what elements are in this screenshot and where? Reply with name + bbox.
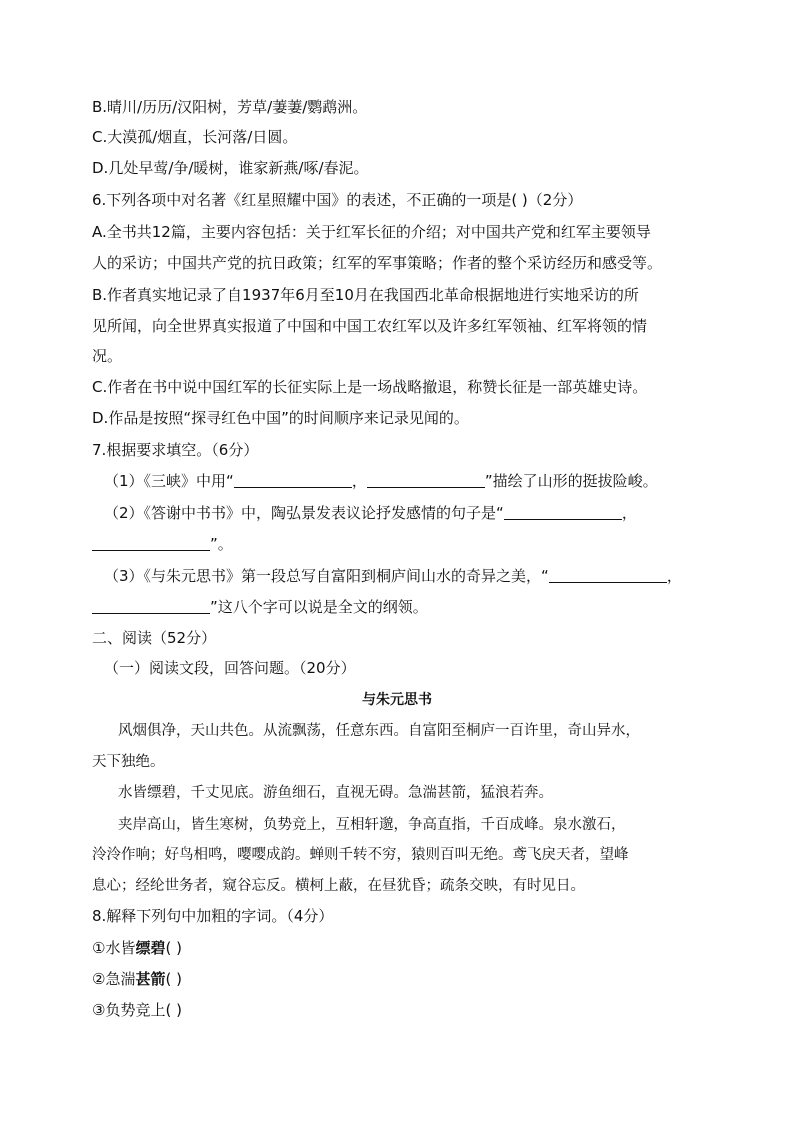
- answer-blank: [234, 473, 352, 488]
- q6-option-b-line3: 况。: [92, 347, 123, 365]
- q7-part3-suffix: ”这八个字可以说是全文的纲领。: [210, 598, 428, 616]
- passage-line: 泠泠作响；好鸟相鸣，嘤嘤成韵。蝉则千转不穷，猿则百叫无绝。鸢飞戾天者，望峰: [92, 847, 629, 863]
- passage-line: 息心；经纶世务者，窥谷忘反。横柯上蔽，在昼犹昏；疏条交映，有时见日。: [92, 878, 585, 894]
- q5-option-c: C.大漠孤/烟直，长河落/日圆。: [92, 128, 298, 146]
- part2-heading: 二、阅读（52分）: [92, 629, 217, 647]
- passage-line: 风烟俱净，天山共色。从流飘荡，任意东西。自富阳至桐庐一百许里，奇山异水，: [118, 723, 640, 739]
- q7-part3-cont: [92, 597, 722, 617]
- q8-item1-text: ①水皆: [92, 939, 136, 957]
- q6-option-d: D.作品是按照“探寻红色中国”的时间顺序来记录见闻的。: [92, 409, 469, 427]
- q7-part2: [104, 503, 734, 523]
- q6-option-c: C.作者在书中说中国红军的长征实际上是一场战略撤退，称赞长征是一部英雄史诗。: [92, 378, 648, 396]
- q6-option-b-line2: 见所闻，向全世界真实报道了中国和中国工农红军以及许多红军领袖、红军将领的情: [92, 317, 648, 335]
- q8-item1-blank: ( ): [165, 939, 182, 957]
- q5-option-b: B.晴川/历历/汉阳树，芳草/萋萋/鹦鹉洲。: [92, 98, 368, 116]
- q7-part3-prefix: （3）《与朱元思书》第一段总写自富阳到桐庐间山水的奇异之美，“: [104, 567, 549, 585]
- q8-item3-text: ③负势竞上: [92, 1001, 166, 1019]
- q7-part2-sep: ，: [621, 504, 637, 522]
- answer-blank: [92, 536, 210, 551]
- q7-part1-sep: ，: [351, 472, 367, 490]
- answer-blank: [549, 568, 667, 583]
- q8-item3-blank: ( ): [165, 1001, 182, 1019]
- passage-line: 水皆缥碧，千丈见底。游鱼细石，直视无碍。急湍甚箭，猛浪若奔。: [118, 785, 553, 801]
- q8-item2: [92, 969, 722, 989]
- part2-subheading: （一）阅读文段，回答问题。（20分）: [104, 659, 356, 677]
- q7-part1: [104, 471, 734, 491]
- answer-blank: [367, 473, 485, 488]
- q8-item2-text: ②急湍: [92, 970, 136, 988]
- q6-option-a-line1: A.全书共12篇，主要内容包括：关于红军长征的介绍；对中国共产党和红军主要领导: [92, 223, 651, 241]
- passage-line: 夹岸高山，皆生寒树，负势竞上，互相轩邈，争高直指，千百成峰。泉水激石，: [118, 817, 626, 833]
- q6-option-a-line2: 人的采访；中国共产党的抗日政策；红军的军事策略；作者的整个采访经历和感受等。: [92, 254, 663, 272]
- q8-item1-bold: 缥碧: [135, 939, 166, 957]
- q8-item1: [92, 938, 722, 958]
- q7-part3: [104, 566, 734, 586]
- q8-item2-blank: ( ): [165, 970, 182, 988]
- q7-part2-cont: [92, 534, 722, 554]
- q7-part2-suffix: ”。: [210, 535, 233, 553]
- q8-item3: [92, 1000, 722, 1020]
- q7-part1-prefix: （1）《三峡》中用“: [104, 472, 234, 490]
- passage-line: 天下独绝。: [92, 754, 165, 770]
- q7-part1-suffix: ”描绘了山形的挺拔险峻。: [484, 472, 658, 490]
- passage-title: 与朱元思书: [362, 692, 432, 708]
- answer-blank: [92, 599, 210, 614]
- q8-stem: 8.解释下列句中加粗的字词。（4分）: [92, 907, 334, 925]
- q7-part3-sep: ，: [666, 567, 682, 585]
- q7-stem: 7.根据要求填空。（6分）: [92, 441, 259, 459]
- q5-option-d: D.几处早莺/争/暖树，谁家新燕/啄/春泥。: [92, 159, 369, 177]
- q8-item2-bold: 甚箭: [135, 970, 166, 988]
- q6-stem: 6.下列各项中对名著《红星照耀中国》的表述，不正确的一项是( )（2分）: [92, 191, 583, 209]
- answer-blank: [504, 505, 622, 520]
- q7-part2-prefix: （2）《答谢中书书》中，陶弘景发表议论抒发感情的句子是“: [104, 504, 504, 522]
- q6-option-b-line1: B.作者真实地记录了自1937年6月至10月在我国西北革命根据地进行实地采访的所: [92, 286, 639, 304]
